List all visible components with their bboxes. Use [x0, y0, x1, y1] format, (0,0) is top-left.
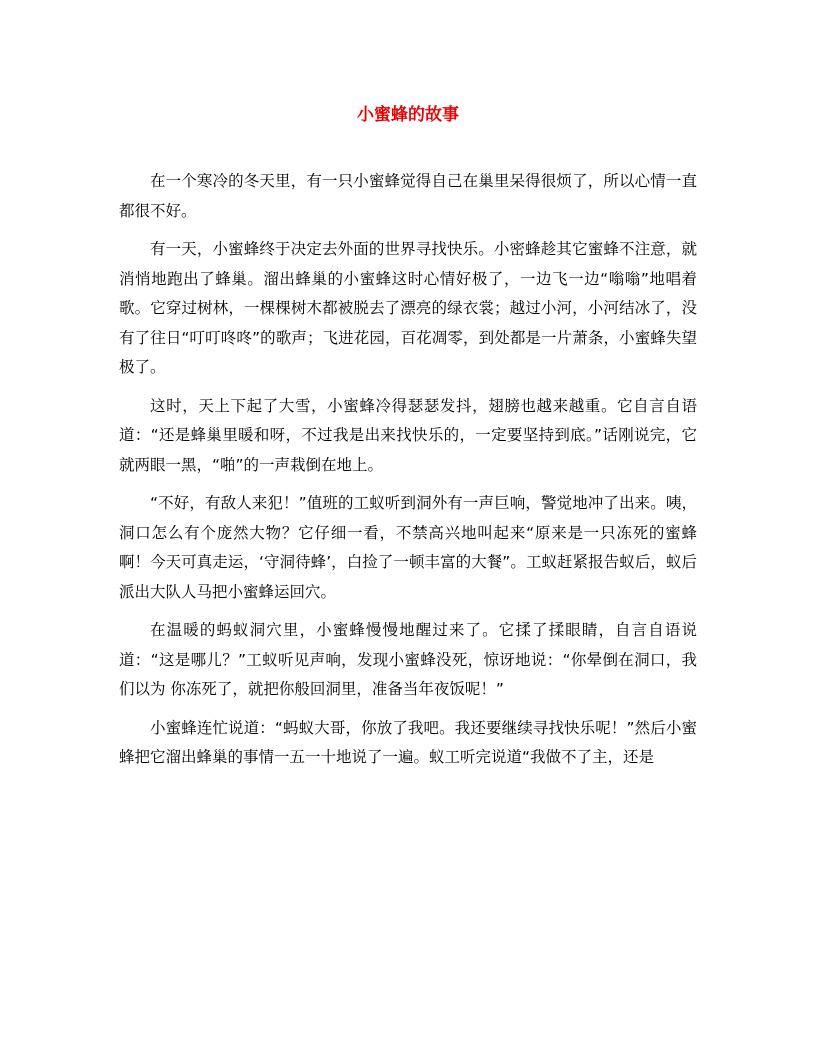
- document-title: 小蜜蜂的故事: [357, 105, 459, 125]
- paragraph-6: 小蜜蜂连忙说道：“蚂蚁大哥，你放了我吧。我还要继续寻找快乐呢！”然后小蜜蜂把它溜出蜂巢的事情一五一十地说了一遍。蚁工听完说道“我做不了主，还是: [119, 718, 697, 766]
- paragraph-3: 这时，天上下起了大雪，小蜜蜂冷得瑟瑟发抖，翅膀也越来越重。它自言自语道：“还是蜂巢里暖和呀，不过我是出来找快乐的，一定要坚持到底。”话刚说完，它就两眼一黑，“啪”的一声栽倒在地上。: [119, 396, 697, 474]
- paragraph-1: 在一个寒冷的冬天里，有一只小蜜蜂觉得自己在巢里呆得很烦了，所以心情一直都很不好。: [119, 172, 697, 220]
- paragraph-5: 在温暖的蚂蚁洞穴里，小蜜蜂慢慢地醒过来了。它揉了揉眼睛，自言自语说道：“这是哪儿？”工蚁听见声响，发现小蜜蜂没死，惊讶地说：“你晕倒在洞口，我们以为 你冻死了，就把你般回洞里，准备当年夜饭呢！”: [119, 621, 697, 698]
- document-body: [119, 167, 697, 773]
- paragraph-2: 有一天，小蜜蜂终于决定去外面的世界寻找快乐。小密蜂趁其它蜜蜂不注意，就消悄地跑出了蜂巢。溜出蜂巢的小蜜蜂这时心情好极了，一边飞一边“嗡嗡”地唱着歌。它穿过树林，一棵棵树木都被脱去了漂亮的绿衣裳；越过小河，小河结冰了，没有了往日“叮叮咚咚”的歌声；飞进花园，百花凋零，到处都是一片萧条，小蜜蜂失望极了。: [119, 240, 697, 376]
- paragraph-4: “不好，有敌人来犯！”值班的工蚁听到洞外有一声巨响，警觉地冲了出来。咦，洞口怎么有个庞然大物？它仔细一看，不禁高兴地叫起来“原来是一只冻死的蜜蜂啊！今天可真走运，‘守洞待蜂’，白捡了一顿丰富的大餐”。工蚁赶紧报告蚁后，蚁后派出大队人马把小蜜蜂运回穴。: [119, 494, 697, 601]
